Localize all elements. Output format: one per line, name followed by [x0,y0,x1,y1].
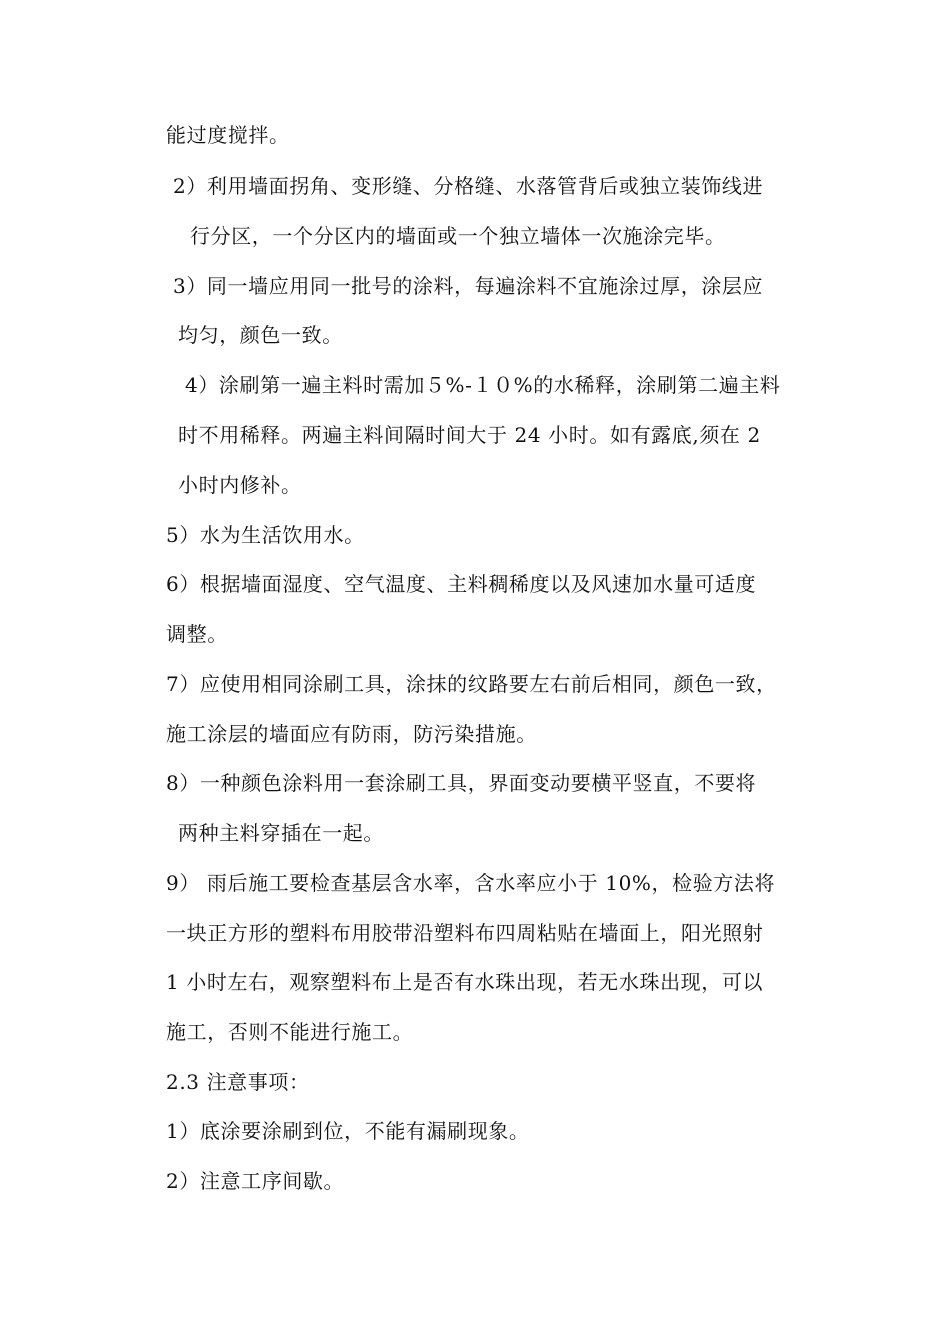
text-line: 行分区，一个分区内的墙面或一个独立墙体一次施涂完毕。 [190,224,726,248]
text-line: 调整。 [166,622,228,646]
text-line: 施工涂层的墙面应有防雨，防污染措施。 [166,722,537,746]
text-line: 5）水为生活饮用水。 [166,523,365,547]
text-line: 9） 雨后施工要检查基层含水率，含水率应小于 10%，检验方法将 [166,871,776,895]
text-line: 2）利用墙面拐角、变形缝、分格缝、水落管背后或独立装饰线进 [173,174,764,198]
text-line: 两种主料穿插在一起。 [178,821,384,845]
text-line: 小时内修补。 [178,473,302,497]
text-line: 时不用稀释。两遍主料间隔时间大于 24 小时。如有露底,须在 2 [178,423,761,447]
text-line: 一块正方形的塑料布用胶带沿塑料布四周粘贴在墙面上，阳光照射 [166,921,764,945]
text-line: 均匀，颜色一致。 [178,323,343,347]
text-line: 3）同一墙应用同一批号的涂料，每遍涂料不宜施涂过厚，涂层应 [173,274,764,298]
text-line: 能过度搅拌。 [166,123,290,147]
text-line: 8）一种颜色涂料用一套涂刷工具，界面变动要横平竖直，不要将 [166,771,757,795]
text-line: 施工，否则不能进行施工。 [166,1020,414,1044]
text-line: 7）应使用相同涂刷工具，涂抹的纹路要左右前后相同，颜色一致， [166,672,777,696]
text-line: 6）根据墙面湿度、空气温度、主料稠稀度以及风速加水量可适度 [166,572,757,596]
text-line: 1）底涂要涂刷到位，不能有漏刷现象。 [166,1119,530,1143]
text-line: 2）注意工序间歇。 [166,1169,345,1193]
text-line: 1 小时左右，观察塑料布上是否有水珠出现，若无水珠出现，可以 [166,970,764,994]
text-line: 4）涂刷第一遍主料时需加５%-１０%的水稀释，涂刷第二遍主料 [185,373,781,397]
section-heading: 2.3 注意事项： [166,1070,310,1094]
